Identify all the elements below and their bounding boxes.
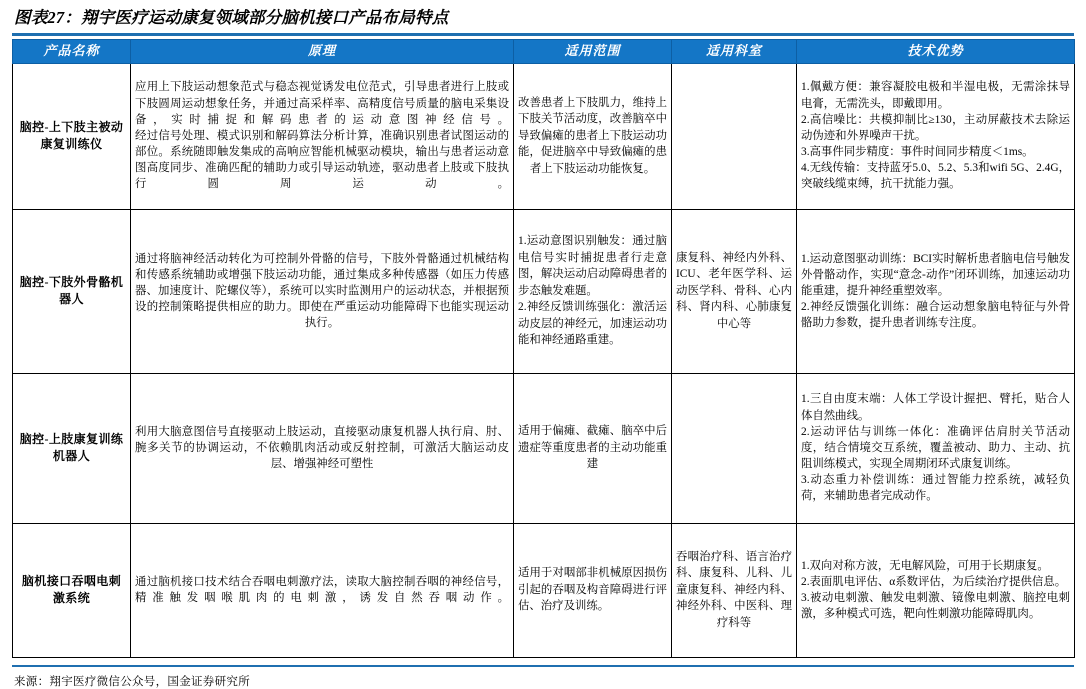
product-name-cell: 脑机接口吞咽电刺激系统: [13, 523, 131, 657]
principle-paragraph: 应用上下肢运动想象范式与稳态视觉诱发电位范式，引导患者进行上肢或下肢圆周运动想象任务，并通过高采样率、高精度信号质量的脑电采集设备，实时捕捉和解码患者的运动意图神经信号。: [135, 81, 509, 126]
advantage-item: 1.三自由度末端：人体工学设计握把、臂托，贴合人体自然曲线。: [801, 393, 1070, 422]
product-name-cell: 脑控-上肢康复训练机器人: [13, 373, 131, 523]
principle-paragraph: 利用大脑意图信号直接驱动上肢运动，直接驱动康复机器人执行肩、肘、腕多关节的协调运动，不依赖肌肉活动或反射控制，可激活大脑运动皮层、增强神经可塑性: [135, 425, 509, 471]
principle-paragraph: 通过脑机接口技术结合吞咽电刺激疗法，读取大脑控制吞咽的神经信号，精准触发咽喉肌肉的电刺激，诱发自然吞咽动作。: [135, 575, 509, 604]
scope-cell: 适用于对咽部非机械原因损伤引起的吞咽及构音障碍进行评估、治疗及训练。: [514, 523, 672, 657]
advantage-item: 4.无线传输：支持蓝牙5.0、5.2、5.3和wifi 5G、2.4G，突破线缆束缚，抗干扰能力强。: [801, 162, 1070, 191]
department-cell: 吞咽治疗科、语言治疗科、康复科、儿科、儿童康复科、神经内科、神经外科、中医科、理疗科等: [672, 523, 797, 657]
advantage-item: 2.高信噪比：共模抑制比≥130，主动屏蔽技术去除运动伪迹和外界噪声干扰。: [801, 113, 1070, 142]
product-name-cell: 脑控-上下肢主被动康复训练仪: [13, 63, 131, 209]
department-cell: [672, 373, 797, 523]
column-header-advantages: 技术优势: [797, 39, 1075, 63]
title-divider-rule: [12, 33, 1074, 36]
product-name-cell: 脑控-下肢外骨骼机器人: [13, 209, 131, 373]
scope-item: 1.运动意图识别触发：通过脑电信号实时捕捉患者行走意图，解决运动启动障碍患者的步态触发难题。: [518, 235, 667, 297]
table-row: [13, 209, 1075, 373]
advantage-item: 1.运动意图驱动训练：BCI实时解析患者脑电信号触发外骨骼动作，实现“意念-动作”闭环训练，加速运动功能重建，提升神经重塑效率。: [801, 252, 1070, 297]
column-header-scope: 适用范围: [514, 39, 672, 63]
advantage-item: 1.双向对称方波，无电解风险，可用于长期康复。: [801, 559, 1049, 572]
department-cell: 康复科、神经内外科、ICU、老年医学科、运动医学科、骨科、心内科、肾内科、心肺康复中心等: [672, 209, 797, 373]
advantage-item: 3.动态重力补偿训练：通过智能力控系统，减轻负荷，来辅助患者完成动作。: [801, 474, 1070, 503]
advantage-item: 2.运动评估与训练一体化：准确评估肩肘关节活动度，结合情境交互系统，覆盖被动、助力、主动、抗阻训练模式，实现全周期闭环式康复训练。: [801, 425, 1070, 471]
scope-cell: 改善患者上下肢肌力，维持上下肢关节活动度，改善脑卒中导致偏瘫的患者上下肢运动功能，促进脑卒中导致偏瘫的患者上下肢运动功能恢复。: [514, 63, 672, 209]
table-row: [13, 63, 1075, 209]
advantages-cell: [797, 209, 1075, 373]
advantage-item: 3.被动电刺激、触发电刺激、镜像电刺激、脑控电刺激，多种模式可选，靶向性刺激功能障碍肌肉。: [801, 592, 1070, 621]
principle-paragraph: 经过信号处理、模式识别和解码算法分析计算，准确识别患者试图运动的部位。系统随即触发集成的高响应智能机械驱动模块，输出与患者运动意图高度同步、准确匹配的辅助力或引导运动轨迹，驱动患者上肢或下肢执行圆周运动。: [135, 129, 509, 191]
principle-cell: [131, 63, 514, 209]
principle-cell: [131, 523, 514, 657]
department-cell: [672, 63, 797, 209]
product-comparison-table: [12, 39, 1075, 658]
advantage-item: 2.神经反馈强化训练：融合运动想象脑电特征与外骨骼助力参数，提升患者训练专注度。: [801, 301, 1070, 330]
principle-cell: [131, 373, 514, 523]
scope-item: 2.神经反馈训练强化：激活运动皮层的神经元，加速运动功能和神经通路重建。: [518, 301, 667, 347]
principle-paragraph: 通过将脑神经活动转化为可控制外骨骼的信号，下肢外骨骼通过机械结构和传感系统辅助或增强下肢运动功能，通过集成多种传感器（如压力传感器、加速度计、陀螺仪等），系统可以实时监测用户的运动状态，并根据预设的控制策略提供相应的助力。即使在严重运动功能障碍下也能实现运动执行。: [135, 252, 509, 330]
scope-cell: 适用于偏瘫、截瘫、脑卒中后遗症等重度患者的主动功能重建: [514, 373, 672, 523]
figure-title: 图表27：翔宇医疗运动康复领域部分脑机接口产品布局特点: [14, 8, 449, 27]
column-header-product-name: 产品名称: [13, 39, 131, 63]
table-row: [13, 523, 1075, 657]
table-row: [13, 373, 1075, 523]
source-note: 来源：翔宇医疗微信公众号，国金证券研究所: [14, 676, 250, 688]
advantage-item: 3.高事件同步精度：事件时间同步精度＜1ms。: [801, 146, 1034, 159]
advantages-cell: [797, 373, 1075, 523]
column-header-department: 适用科室: [672, 39, 797, 63]
column-header-principle: 原理: [131, 39, 514, 63]
advantage-item: 1.佩戴方便：兼容凝胶电极和半湿电极，无需涂抹导电膏，无需洗头，即戴即用。: [801, 81, 1070, 110]
table-header-row: [13, 39, 1075, 63]
principle-cell: [131, 209, 514, 373]
advantage-item: 2.表面肌电评估、α系数评估，为后续治疗提供信息。: [801, 575, 1067, 588]
scope-cell: [514, 209, 672, 373]
advantages-cell: [797, 523, 1075, 657]
advantages-cell: [797, 63, 1075, 209]
